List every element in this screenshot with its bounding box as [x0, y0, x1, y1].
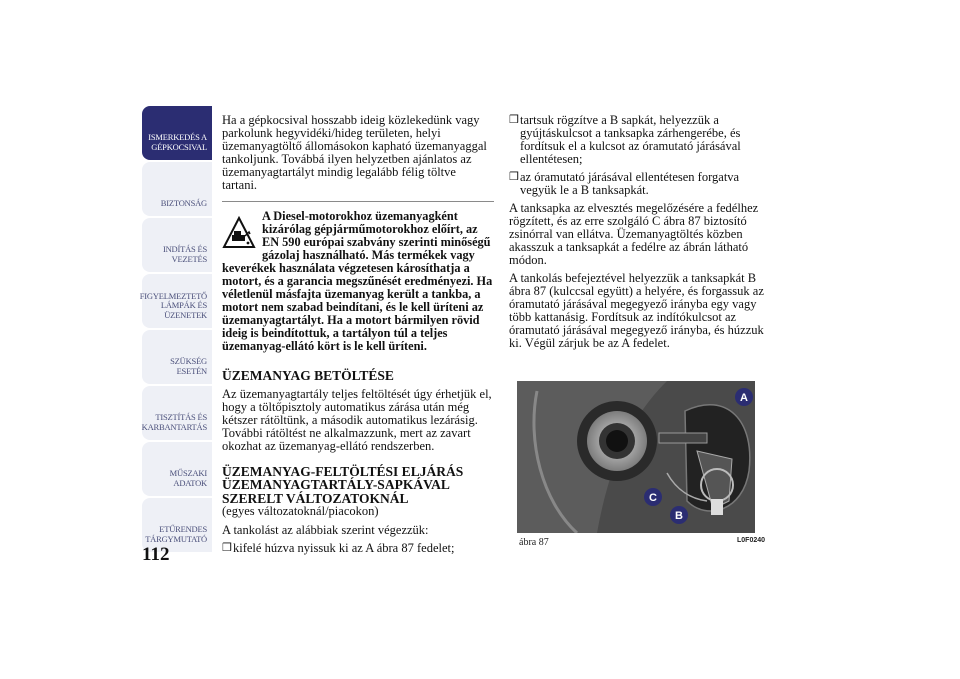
tab-ismerkedes[interactable]	[142, 106, 212, 160]
checkbox-bullet-icon: ❒	[222, 542, 232, 554]
cap-tether-paragraph: A tanksapka az elvesztés megelőzésére a fedélhez rögzített, és az erre szolgáló C ábra 87 biztosító zsinórral van ellátva. Üzemanyagtöltés közben akasszuk a tanksapkát a fedélre az ábrán látható módon.	[509, 201, 759, 267]
list-item	[509, 171, 779, 197]
chapter-sidebar	[139, 106, 214, 554]
tab-inditas[interactable]	[142, 218, 212, 272]
fuel-filling-paragraph: Az üzemanyagtartály teljes feltöltését úgy érhetjük el, hogy a töltőpisztoly automatikus zárása után még kétszer rátöltünk, a második automatikus lezárásig. További rátöltést ne alkalmazzunk, mert az zavart okozhat az üzemanyag-ellátó rendszerben.	[222, 386, 492, 453]
list-item	[222, 542, 494, 555]
label-a: A	[740, 392, 748, 404]
tab-label: INDÍTÁS ÉS VEZETÉS	[162, 244, 207, 264]
warning-block	[222, 210, 494, 353]
label-b: B	[675, 510, 683, 522]
list-item-text: tartsuk rögzítve a B sapkát, helyezzük a gyújtáskulcsot a tanksapka zárhengerébe, és fordítsuk el a kulcsot az óramutató járásával ellentétesen;	[520, 113, 741, 166]
tab-label: FIGYELMEZTETŐ LÁMPÁK ÉS ÜZENETEK	[139, 290, 207, 320]
list-item	[509, 114, 779, 166]
procedure-intro: A tankolást az alábbiak szerint végezzük:	[222, 523, 429, 537]
left-column	[222, 114, 494, 560]
fuel-cap-figure	[517, 381, 755, 533]
heading-fuel-filling: ÜZEMANYAG BETÖLTÉSE	[222, 368, 394, 383]
figure-code: L0F0240	[737, 537, 766, 544]
checkbox-bullet-icon: ❒	[509, 171, 519, 183]
tab-label: ISMERKEDÉS A GÉPKOCSIVAL	[148, 132, 207, 152]
heading-refuel-procedure: ÜZEMANYAG-FELTÖLTÉSI ELJÁRÁS ÜZEMANYAGTARTÁLY-SAPKÁVAL SZERELT VÁLTOZATOKNÁL	[222, 463, 464, 506]
list-item-text: az óramutató járásával ellentétesen forgatva vegyük le a B tanksapkát.	[520, 170, 740, 197]
tab-label: BIZTONSÁG	[160, 197, 207, 208]
procedure-subheading: (egyes változatoknál/piacokon)	[222, 504, 379, 518]
warning-text: A Diesel-motorokhoz üzemanyagként kizárólag gépjárműmotorokhoz előírt, az EN 590 európai szabvány szerinti minőségű gázolaj használható. Más termékek vagy keverékek használata végzetesen károsíthatja a motort, és a garancia megszűnését eredményezi. Ha véletlenül másfajta üzemanyag került a tankba, a motort nem szabad beindítani, és le kell üríteni az üzemanyagtartályt. Ha a motort bármilyen rövid ideig is beindítottuk, a tartályon túl a teljes üzemanyag-ellátó kört is le kell üríteni.	[222, 209, 493, 353]
fuel-cap-illustration	[517, 381, 755, 533]
list-item-text: kifelé húzva nyissuk ki az A ábra 87 fedelet;	[233, 541, 455, 555]
figure-caption: ábra 87	[519, 537, 549, 548]
tab-label: SZÜKSÉG ESETÉN	[170, 356, 207, 376]
checkbox-bullet-icon: ❒	[509, 114, 519, 126]
warning-triangle-icon	[222, 216, 256, 250]
tab-tisztitas[interactable]	[142, 386, 212, 440]
intro-paragraph: Ha a gépkocsival hosszabb ideig közlekedünk vagy parkolunk hegyvidéki/hideg területen, helyi üzemanyagtöltő állomásokon kapható üzemanyaggal tankoljunk. Továbbá ilyen helyzetben ajánlatos az üzemanyagtartályt mindig legalább félig töltve tartani.	[222, 113, 487, 192]
tab-szukseg[interactable]	[142, 330, 212, 384]
tab-label: ETŰRENDES TÁRGYMUTATÓ	[145, 524, 207, 544]
tab-label: MŰSZAKI ADATOK	[169, 468, 207, 488]
right-column	[509, 114, 779, 355]
tab-figyelmezteto[interactable]	[139, 274, 212, 328]
tab-biztonsag[interactable]	[142, 162, 212, 216]
closing-paragraph: A tankolás befejeztével helyezzük a tanksapkát B ábra 87 (kulccsal együtt) a helyére, és forgassuk az óramutató járásával megegyező irányba egy vagy több kattanásig. Fordítsuk az indítókulcsot az óramutató járásával megegyező irányba, és húzzuk ki. Végül zárjuk be az A fedelet.	[509, 271, 764, 350]
page-number: 112	[142, 544, 170, 565]
tab-label: TISZTÍTÁS ÉS KARBANTARTÁS	[141, 412, 207, 432]
divider	[222, 201, 494, 202]
label-c: C	[649, 492, 657, 504]
tab-muszaki[interactable]	[142, 442, 212, 496]
